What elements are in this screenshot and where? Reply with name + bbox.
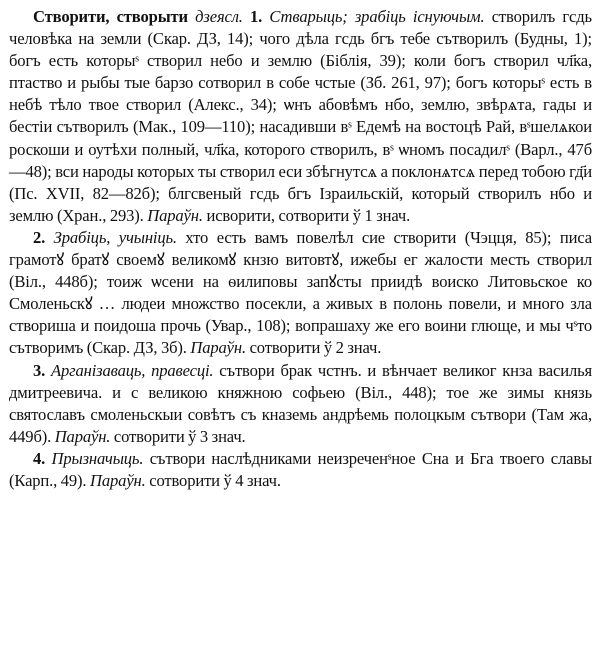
compare-references: сотворити ў 3 знач.: [113, 426, 246, 446]
sense-paragraph-2: [9, 227, 592, 360]
sense-meaning: Зрабіць, учыніць.: [53, 227, 177, 247]
sense-citations: створилъ гсдь человѣка на земли (Скар. ДЗ, 14); чого дѣла гсдь бгъ тебе сътворилъ (Будны, 1); богъ есть которыˢ створил небо и землю (Біблія, 39); коли богъ створил чл҃ка, птаство и рыбы тые барзо сотворил в собе чстые (Зб. 261, 97); богъ которыˢ есть в небѣ тѣло твое створил (Алекс., 34); ѡнъ абовѣмъ нбо, землю, звѣрѧта, гады и бестіи сътворилъ (Мак., 109—110); насадивши вˢ Едемѣ на востоцѣ Рай, вˢшелѧкои роскоши и оутѣхи полный, чл҃ка, которого створилъ, вˢ ѡномъ посадилˢ (Варл., 47б—48); вси народы которых ты створил еси збѣгнутсѧ а поклонѧтсѧ перед тобою гд҃и (Пс. XVII, 82—82б); блгсвеный гсдь бгъ Ізраильскій, который створилъ нбо и землю (Хран., 293).: [9, 7, 592, 225]
sense-citations: хто есть вамъ повелѣл сие створити (Чэцця, 85); писа грамотꙋ братꙋ своемꙋ великомꙋ кнзю витовтꙋ, ижебы ег жалости месть створил (Віл., 448б); тоиж ѡсени на ѳилиповы запꙋсты приидѣ воиско Литовьское ко Смоленьскꙋ … людеи множство посекли, а живых в полонь повели, и много зла створиша и поидоша прочь (Увар., 108); вопрашаху же его воини глюще, и мы чˢто сътворимъ (Скар. ДЗ, 3б).: [9, 227, 592, 358]
sense-meaning: Прызначыць.: [51, 448, 144, 468]
compare-label: Параўн.: [147, 205, 203, 225]
compare-references: сотворити ў 2 знач.: [249, 338, 382, 358]
sense-paragraph-4: [9, 448, 592, 492]
compare-references: исворити, сотворити ў 1 знач.: [206, 205, 411, 225]
sense-number: 4.: [33, 448, 46, 468]
compare-references: сотворити ў 4 знач.: [149, 470, 281, 490]
sense-number: 2.: [33, 227, 46, 247]
sense-citations: сътвори брак чстнъ. и вѣнчает великог кнза василья дмитреевича. и с великою княжною софьею (Віл., 448); тое же зимы князь святославъ смоленьскыи совѣтъ съ кназемь андрѣемь полоцкым сътвори (Там жа, 449б).: [9, 360, 592, 446]
sense-meaning: Арганізаваць, правесці.: [51, 360, 214, 380]
part-of-speech: дзеясл.: [195, 7, 243, 26]
compare-label: Параўн.: [54, 426, 111, 446]
sense-meaning: Стварыць; зрабіць існуючым.: [269, 7, 485, 26]
sense-number: 1.: [250, 7, 263, 26]
headword: Створити, створыти: [33, 7, 188, 26]
sense-paragraph-3: [9, 360, 592, 448]
sense-citations: сътвори наслѣдниками неизреченˢное Сна и Бга твоего славы (Карп., 49).: [9, 448, 593, 490]
sense-paragraph-1: [9, 6, 592, 227]
sense-number: 3.: [33, 360, 46, 380]
compare-label: Параўн.: [90, 470, 146, 490]
compare-label: Параўн.: [190, 338, 246, 358]
